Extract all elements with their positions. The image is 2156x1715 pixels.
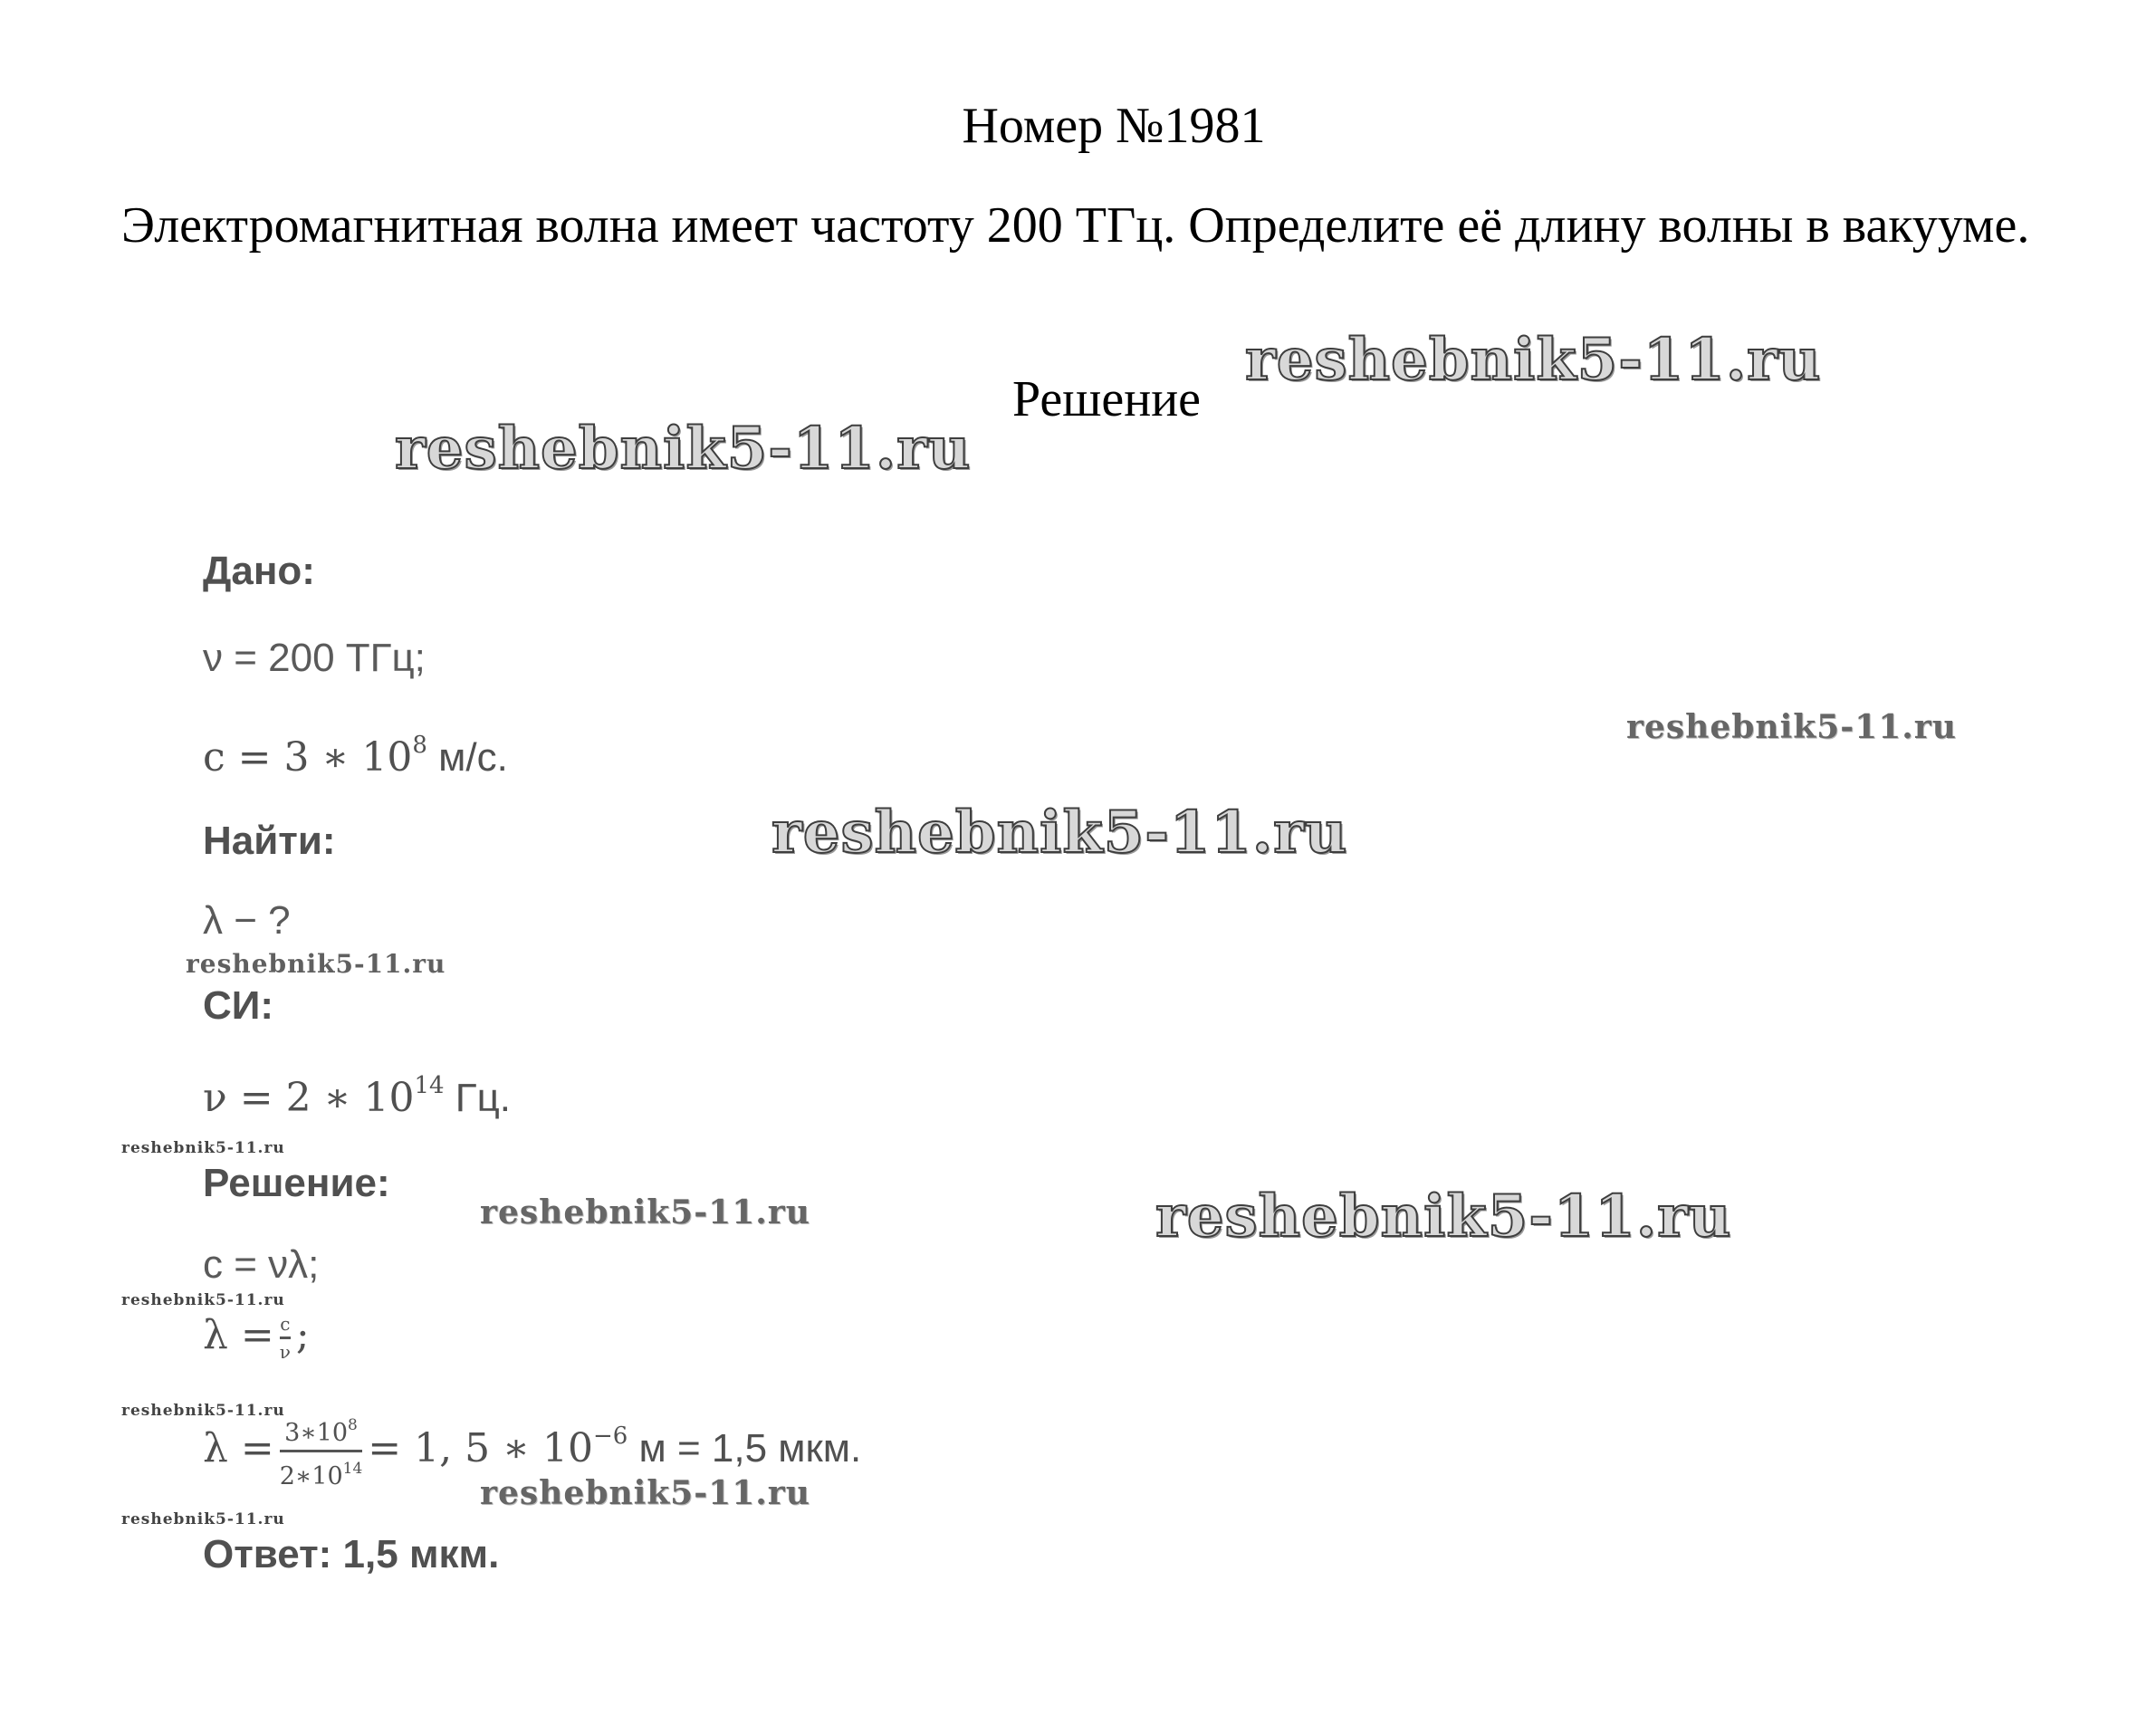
given-speed-of-light: c = 3 ∗ $10^8$ м/с. [203, 732, 508, 781]
watermark: reshebnik5-11.ru [121, 1139, 285, 1157]
fraction: $\frac{3∗10^8}{2∗10^{14}}$ [279, 1416, 363, 1490]
solution-label: Решение: [203, 1161, 390, 1205]
page-title: Номер №1981 [962, 98, 1266, 154]
si-label: СИ: [203, 983, 274, 1028]
find-label: Найти: [203, 819, 336, 863]
formula-calculation: λ = $\frac{3∗10^8}{2∗10^{14}}$ = 1, 5 ∗ $10^{-6}$ м = 1,5 мкм. [203, 1411, 861, 1491]
given-frequency: ν = 200 ТГц; [203, 636, 426, 680]
watermark: reshebnik5-11.ru [480, 1474, 810, 1512]
si-frequency: ν = 2 ∗ $10^{14}$ Гц. [203, 1072, 512, 1121]
watermark: reshebnik5-11.ru [121, 1291, 285, 1309]
solution-heading: Решение [1012, 371, 1202, 427]
watermark: reshebnik5-11.ru [395, 415, 972, 483]
watermark: reshebnik5-11.ru [1245, 326, 1822, 394]
watermark: reshebnik5-11.ru [1155, 1183, 1732, 1250]
given-label: Дано: [203, 549, 315, 593]
formula-wavelength: λ = $\frac{c}{\nu}$ ; [203, 1312, 310, 1363]
watermark: reshebnik5-11.ru [480, 1193, 810, 1231]
watermark: reshebnik5-11.ru [121, 1402, 285, 1420]
formula-wave-speed: c = νλ; [203, 1242, 320, 1287]
problem-statement: Электромагнитная волна имеет частоту 200 ТГц. Определите её длину волны в вакууме. [121, 197, 2030, 254]
watermark: reshebnik5-11.ru [186, 949, 446, 979]
watermark: reshebnik5-11.ru [1626, 708, 1957, 746]
watermark: reshebnik5-11.ru [771, 799, 1348, 867]
watermark: reshebnik5-11.ru [121, 1510, 285, 1528]
find-value: λ − ? [203, 898, 291, 943]
fraction: $\frac{c}{\nu}$ [279, 1313, 291, 1363]
answer: Ответ: 1,5 мкм. [203, 1532, 500, 1576]
